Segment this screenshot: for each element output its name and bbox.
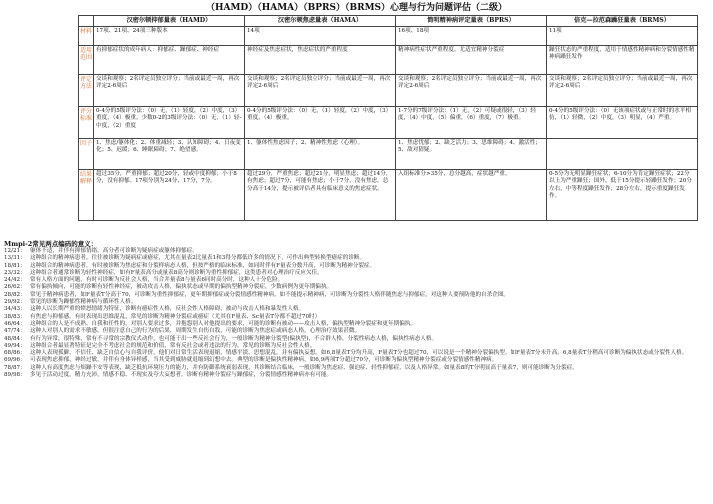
code-description: 常有人格方面的问题，有时可诊断为反社会人格，当合并量表8与量表6同时高分时，这种人十分危险。 xyxy=(30,277,284,284)
code-pair: 29/92： xyxy=(4,299,26,306)
list-item xyxy=(4,365,709,372)
table-cell: 超过35分，严重抑郁；超过20分，轻或中度抑郁；小于8分，没有抑郁。17项分别为24分，17分，7分。 xyxy=(94,170,245,221)
code-description: 有焦虑与抑郁感，有时表现出思维混乱，常见的诊断为精神分裂症或癔症（尤其在F量表、Sc量表T分都不超过70时） xyxy=(30,313,321,320)
table-row xyxy=(79,75,698,107)
table-cell: 交谈和观察；2名评定员独立评分；当前或最近一周，再次评定2-6周后 xyxy=(396,75,547,107)
table-cell: 1、焦虑忧郁；2、缺乏活力；3、思维障碍；4、激活性；5、敌对猜疑。 xyxy=(396,139,547,170)
table-cell: 17项、21项、24项三种版本 xyxy=(94,27,245,46)
code-description: 这种人有高度焦虑与烦躁不安等表现，缺乏抵抗环境压力的能力，并有防御系统衰弱表现，其诊断结合临床，一般诊断为焦虑症、强迫症、轻性抑郁症，以及人格异常。如量表8的T分明显高于量表7，则可能诊断为分裂症。 xyxy=(30,364,578,371)
list-item xyxy=(4,357,709,364)
list-item xyxy=(4,255,709,262)
row-label: 评定方法 xyxy=(79,75,94,107)
header-hama: 汉密尔顿焦虑量表（HAMA） xyxy=(245,16,396,27)
row-label: 材料 xyxy=(79,27,94,46)
table-body xyxy=(79,27,698,221)
code-description: 这种组合的人是不成熟、自我和任性的，对别人要求过多，并抱怨别人对他提出的要求，可能的诊断有被动——攻击人格，偏执型精神分裂症和更年期偏执。 xyxy=(30,320,416,327)
code-pair: 28/82： xyxy=(4,291,26,298)
table-cell: 交谈和观察；2名评定员独立评分；当前或最近一周，再次评定2-6周后 xyxy=(245,75,396,107)
code-pair: 68/86： xyxy=(4,350,26,357)
code-description: 这种组合的精神病患者，有时被诊断为焦虑症和分裂样病态人格，但按严格的临床标准，如同时伴有F量表分数升高，可诊断为精神分裂症。 xyxy=(30,262,376,269)
table-cell: 有抑郁症状的成年病人：抑郁症、躁郁症、神经症 xyxy=(94,46,245,75)
code-description: 多见于活动过度，精力充沛，情感不稳、不现实及夸大妄想者。诊断有精神分裂症与躁郁症，分裂情感性精神病亦有可能。 xyxy=(30,372,333,379)
code-pair: 49/94： xyxy=(4,342,26,349)
table-cell: 交谈和观察；2名评定员独立评分；当前或最近一周，再次评定2-6周后 xyxy=(547,75,698,107)
code-pair: 24/42： xyxy=(4,277,26,284)
code-pair: 12/21： xyxy=(4,248,26,254)
table-cell: 0-4分的5级评分法：（0）无该项症状或与正常时的水平相仿，（1）轻微，（2）中度，（3）明显，（4）严重。 xyxy=(547,107,698,139)
code-description: 常见于精神病患者，如F量表T分高于70，可诊断为重性抑郁症，更年期抑郁症或分裂情感性精神病，如不能提示精神病，可诊断为分裂性人格伴随焦虑与抑郁症，对这种人要预防他的自杀企图。 xyxy=(30,291,510,298)
code-description: 可表现焦虑抑郁，神经过敏，并伴有身体异样感，当其受到威胁就退缩到幻想中去。典型的诊断是偏执性精神病，如6,9两项T分超过70分，可诊断为偏执型精神分裂症或分裂情感性精神病。 xyxy=(30,357,498,364)
scale-comparison-table xyxy=(78,15,698,221)
list-item xyxy=(4,328,709,335)
mmpi-section-title: Mmpi-2常见两点编码的意义： xyxy=(4,240,98,248)
list-item xyxy=(4,263,709,270)
code-pair: 69/96： xyxy=(4,357,26,364)
table-row xyxy=(79,107,698,139)
code-pair: 78/87： xyxy=(4,364,26,371)
code-pair: 47/74： xyxy=(4,328,26,335)
code-description: 有行为异常，很特殊，常有不寻常的宗教仪式动作，也可能干出一些反社会行为，一般诊断为精神分裂型(偏执型)，不合群人格，分裂性病态人格，偏执性病态人格。 xyxy=(30,335,438,342)
code-pair: 48/84： xyxy=(4,335,26,342)
table-cell: 1、躯体性焦虑因子；2、精神性焦虑（心理）。 xyxy=(245,139,396,170)
code-pair: 26/62： xyxy=(4,284,26,291)
header-bprs: 简明精神病评定量表（BPRS） xyxy=(396,16,547,27)
table-row xyxy=(79,170,698,221)
table-cell: 16项、18项 xyxy=(396,27,547,46)
table-cell: 入组标准分>35分，总分越高，症状越严重。 xyxy=(396,170,547,221)
table-header-row xyxy=(79,16,698,27)
code-pair: 89/98： xyxy=(4,372,26,379)
code-pair: 46/64： xyxy=(4,320,26,327)
table-cell: 交谈和观察；2名评定员独立评分；当前或最近一周，再次评定2-6周后 xyxy=(94,75,245,107)
code-description: 这种人对别人的需求不敏感，但很注意自己的行为的后果，周期发生自伤自戕，可能的诊断为焦虑症或病态人格，心理治疗效果甚微。 xyxy=(30,328,361,335)
table-row xyxy=(79,46,698,75)
table-cell: 躁狂状态的严重程度，适用于情感性精神病和分裂情感性精神病躁狂发作 xyxy=(547,46,698,75)
code-pair: 34/43： xyxy=(4,306,26,313)
table-cell: 超过29分，严重焦虑；超过21分，明显焦虑；超过14分，有焦虑；超过7分，可能有焦虑；小于7分，没有焦虑。总分高于14分，提示被评估者具有临床意义的焦虑症状。 xyxy=(245,170,396,221)
list-item xyxy=(4,306,709,313)
list-item xyxy=(4,292,709,299)
row-label: 评分标准 xyxy=(79,107,94,139)
row-label: 结果解释 xyxy=(79,170,94,221)
table-cell: 0-5分为无明显躁狂症状；6-10分为肯定躁狂症状；22分以上为严重躁狂；国外，低于15分提示轻躁狂发作；20分左右，中等程度躁狂发作；28分左右，提示重度躁狂发作。 xyxy=(547,170,698,221)
table-cell: 1、焦虑/躯体化；2、体重减轻；3、认知障碍；4、日夜变化；5、迟缓；6、睡眠障碍；7、绝望感。 xyxy=(94,139,245,170)
code-pair: 18/81： xyxy=(4,262,26,269)
table-row xyxy=(79,27,698,46)
table-row xyxy=(79,139,698,170)
table-cell: 精神病性症状严重程度，尤适宜精神分裂症 xyxy=(396,46,547,75)
table-cell: 0-4分的5级评分法：（0）无，（1）轻度，（2）中度，（3）重度，（4）极重。 xyxy=(245,107,396,139)
document-title: （HAMD）（HAMA）（BPRS）（BRMS）心理与行为问题评估（二级） xyxy=(205,3,508,13)
code-description: 这种组合者最显著特征是完全不考虑社会的规范和价值，常有反社会或者违法的行为，常见的诊断为反社会性人格。 xyxy=(30,342,316,349)
corner-cell xyxy=(79,16,94,27)
code-description: 这种组合的精神病患者，往往被诊断为疑病症或癔症，尤其在量表2比量表1和3得分都低许多的情况下，可作出典型转换型癔症的诊断。 xyxy=(30,255,366,262)
code-description: 常见的诊断为躁郁性精神病与循环性人格。 xyxy=(30,299,137,306)
mmpi-code-list xyxy=(4,248,709,379)
row-label: 适用范围 xyxy=(79,46,94,75)
list-item xyxy=(4,314,709,321)
code-description: 这种人以长期严重的愤怒情绪为特征，诊断有癔症性人格，反社会性人格障碍，被动与攻击人格和暴发性人格。 xyxy=(30,306,305,313)
code-description: 常有偏执倾向，可能的诊断有轻性神经症，被动攻击人格，偏执状态或早期的偏执型精神分裂症，少数病例为更年期偏执。 xyxy=(30,284,333,291)
table-cell: 14项 xyxy=(245,27,396,46)
header-hamd: 汉密尔顿抑郁量表（HAMD） xyxy=(94,16,245,27)
table-cell: 11项 xyxy=(547,27,698,46)
row-label: 因子 xyxy=(79,139,94,170)
code-pair: 13/31： xyxy=(4,255,26,262)
code-description: 躯体不适，并伴有抑郁情绪，高分者可诊断为疑病症或躯体抑郁症。 xyxy=(30,248,198,254)
code-description: 这种人表现孤僻，不信任、缺乏自信心与自我评价，他们对日常生活表现退缩，情感平淡，思想混乱，并有偏执妄想。如6,8量表T分均升高，F量表T分也超过70，可以说是一个精神分裂偏执型。如F量表T分未升高，6,8量表T分稍高可诊断为偏执状态或分裂性人格。 xyxy=(30,350,688,357)
list-item xyxy=(4,372,709,379)
table-cell: 神经症及焦虑症状，焦虑症状的严重程度 xyxy=(245,46,396,75)
list-item xyxy=(4,336,709,343)
header-brms: 倍克—拉范森躁狂量表（BRMS） xyxy=(547,16,698,27)
table-cell: 0-4分的5级评分法：（0）无，（1）轻度，（2）中度，（3）重度，（4）极重。少数0-2的3级评分法：（0）无，（1）轻-中度，（2）重度 xyxy=(94,107,245,139)
table-cell: 1-7分的7级评分法：（1）无，（2）可疑或很轻，（3）轻度，（4）中度，（5）偏重，（6）重度，（7）极重。 xyxy=(396,107,547,139)
code-description: 这种组合者通常诊断为轻性神经症，如有F量表高分或量表8高分则诊断为重性抑郁症，这类患者对心理治疗反应欠佳。 xyxy=(30,269,323,276)
code-pair: 38/83： xyxy=(4,313,26,320)
code-pair: 23/32： xyxy=(4,269,26,276)
list-item xyxy=(4,284,709,291)
table-cell xyxy=(547,139,698,170)
